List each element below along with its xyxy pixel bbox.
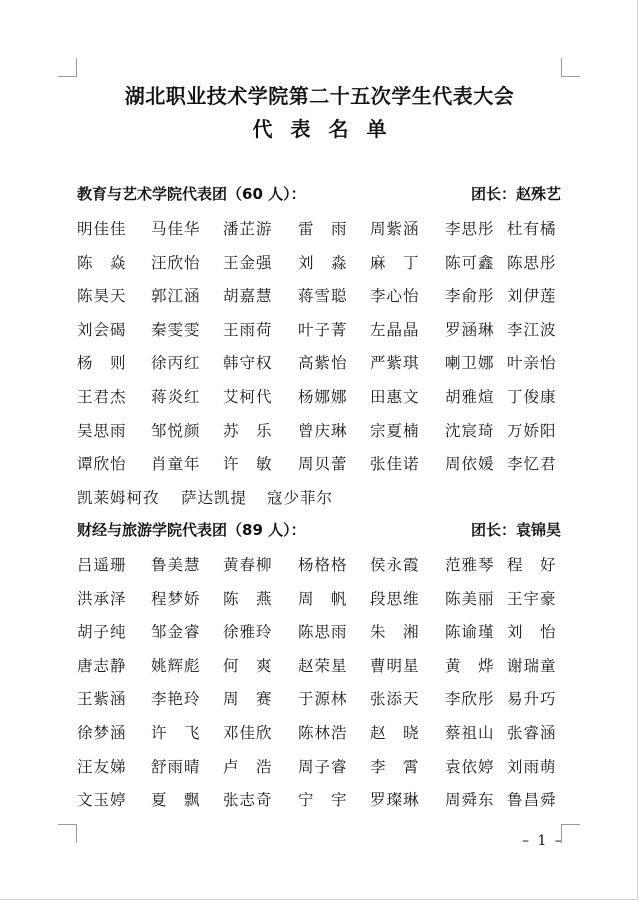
delegate-name: 严紫琪 bbox=[370, 354, 420, 373]
delegate-name: 陈 燕 bbox=[223, 589, 273, 608]
delegation-name-list bbox=[77, 553, 561, 822]
delegate-name: 李忆君 bbox=[507, 455, 557, 474]
name-row bbox=[77, 251, 561, 285]
delegate-name: 李艳玲 bbox=[151, 690, 201, 709]
delegate-name: 王宇豪 bbox=[507, 589, 557, 608]
name-row bbox=[77, 654, 561, 688]
delegate-name: 高紫怡 bbox=[298, 354, 348, 373]
delegate-name: 宗夏楠 bbox=[370, 421, 420, 440]
delegate-name: 周紫涵 bbox=[370, 220, 420, 238]
delegate-name: 周舜东 bbox=[445, 791, 495, 810]
delegate-name: 麻 丁 bbox=[370, 253, 420, 272]
delegate-name: 范雅琴 bbox=[445, 556, 495, 574]
delegate-name: 邹悦颜 bbox=[151, 421, 201, 440]
name-row bbox=[77, 284, 561, 318]
delegate-name: 叶子菁 bbox=[298, 320, 348, 339]
delegate-name: 艾柯代 bbox=[223, 387, 273, 406]
crop-mark-top-right bbox=[561, 58, 580, 77]
delegate-name: 张睿涵 bbox=[507, 723, 557, 742]
delegate-name: 胡嘉慧 bbox=[223, 287, 273, 306]
delegate-name: 王雨荷 bbox=[223, 320, 273, 339]
delegate-name: 唐志静 bbox=[77, 656, 127, 675]
delegate-name: 田惠文 bbox=[370, 387, 420, 406]
delegate-name: 易升巧 bbox=[507, 690, 557, 709]
document-title: 湖北职业技术学院第二十五次学生代表大会 bbox=[124, 84, 515, 108]
delegate-name: 刘伊莲 bbox=[507, 287, 557, 306]
delegate-name: 洪承泽 bbox=[77, 589, 127, 608]
delegate-name: 吕遥珊 bbox=[77, 556, 127, 574]
delegate-name: 程 好 bbox=[507, 556, 557, 574]
delegate-name: 潘芷游 bbox=[223, 220, 273, 238]
delegate-name: 寇少菲尔 bbox=[267, 488, 334, 507]
name-row bbox=[77, 486, 561, 520]
delegate-name: 黄春柳 bbox=[223, 556, 273, 574]
delegate-name: 王君杰 bbox=[77, 387, 127, 406]
delegate-name: 李思彤 bbox=[445, 220, 495, 238]
delegate-name: 韩守权 bbox=[223, 354, 273, 373]
delegate-name: 谢瑞童 bbox=[507, 656, 557, 675]
delegate-name: 袁依婷 bbox=[445, 757, 495, 776]
delegate-name: 叶亲怡 bbox=[507, 354, 557, 373]
name-row bbox=[77, 620, 561, 654]
delegate-name: 陈美丽 bbox=[445, 589, 495, 608]
name-row bbox=[77, 553, 561, 587]
delegate-name: 李心怡 bbox=[370, 287, 420, 306]
name-row bbox=[77, 587, 561, 621]
delegate-name: 李欣彤 bbox=[445, 690, 495, 709]
delegation-header bbox=[77, 519, 561, 541]
delegate-name: 喇卫娜 bbox=[445, 354, 495, 373]
delegate-name: 许 敏 bbox=[223, 455, 273, 474]
delegate-name: 夏 飘 bbox=[151, 791, 201, 810]
delegate-name: 萨达凯提 bbox=[181, 488, 248, 507]
name-row bbox=[77, 721, 561, 755]
delegate-name: 沈宸琦 bbox=[445, 421, 495, 440]
delegate-name: 陈可鑫 bbox=[445, 253, 495, 272]
delegate-name: 程梦娇 bbox=[151, 589, 201, 608]
delegation-name: 财经与旅游学院代表团（89 人）： bbox=[77, 521, 306, 539]
delegate-name: 蒋炎红 bbox=[151, 387, 201, 406]
delegate-name: 王金强 bbox=[223, 253, 273, 272]
delegation-header bbox=[77, 183, 561, 205]
delegate-name: 汪欣怡 bbox=[151, 253, 201, 272]
delegate-name: 谭欣怡 bbox=[77, 455, 127, 474]
delegate-name: 赵荣星 bbox=[298, 656, 348, 675]
delegate-name: 杨娜娜 bbox=[298, 387, 348, 406]
document-subtitle: 代表名单 bbox=[252, 117, 405, 141]
delegate-name: 李俞彤 bbox=[445, 287, 495, 306]
name-row bbox=[77, 687, 561, 721]
delegate-name: 陈林浩 bbox=[298, 723, 348, 742]
delegate-name: 杨格格 bbox=[298, 556, 348, 574]
delegate-name: 曾庆琳 bbox=[298, 421, 348, 440]
name-row bbox=[77, 217, 561, 251]
delegate-name: 于源林 bbox=[298, 690, 348, 709]
delegate-name: 李 霄 bbox=[370, 757, 420, 776]
delegate-name: 周依媛 bbox=[445, 455, 495, 474]
delegate-name: 徐雅玲 bbox=[223, 623, 273, 642]
name-row bbox=[77, 419, 561, 453]
name-row bbox=[77, 385, 561, 419]
delegate-name: 鲁美慧 bbox=[151, 556, 201, 574]
delegate-name: 胡子纯 bbox=[77, 623, 127, 642]
delegate-name: 周子睿 bbox=[298, 757, 348, 776]
delegate-name: 刘 怡 bbox=[507, 623, 557, 642]
delegate-name: 吴思雨 bbox=[77, 421, 127, 440]
crop-mark-top-left bbox=[58, 58, 77, 77]
delegate-name: 许 飞 bbox=[151, 723, 201, 742]
delegate-name: 何 爽 bbox=[223, 656, 273, 675]
delegate-name: 周 帆 bbox=[298, 589, 348, 608]
delegate-name: 舒雨晴 bbox=[151, 757, 201, 776]
delegate-name: 明佳佳 bbox=[77, 220, 127, 238]
delegation-name-list bbox=[77, 217, 561, 519]
delegate-name: 秦雯雯 bbox=[151, 320, 201, 339]
delegate-name: 陈昊天 bbox=[77, 287, 127, 306]
delegate-name: 万娇阳 bbox=[507, 421, 557, 440]
delegate-name: 罗涵琳 bbox=[445, 320, 495, 339]
delegate-name: 杨 则 bbox=[77, 354, 127, 373]
delegate-name: 胡雅煊 bbox=[445, 387, 495, 406]
delegate-name: 段思维 bbox=[370, 589, 420, 608]
delegate-name: 陈 焱 bbox=[77, 253, 127, 272]
name-row bbox=[77, 788, 561, 822]
delegate-name: 陈思彤 bbox=[507, 253, 557, 272]
delegate-name: 张佳诺 bbox=[370, 455, 420, 474]
name-row bbox=[77, 318, 561, 352]
delegate-name: 张志奇 bbox=[223, 791, 273, 810]
delegate-name: 郭江涵 bbox=[151, 287, 201, 306]
delegate-name: 蒋雪聪 bbox=[298, 287, 348, 306]
delegate-name: 赵 晓 bbox=[370, 723, 420, 742]
delegate-name: 李江波 bbox=[507, 320, 557, 339]
delegate-name: 黄 烨 bbox=[445, 656, 495, 675]
delegate-name: 张添天 bbox=[370, 690, 420, 709]
crop-mark-bottom-left bbox=[58, 824, 77, 843]
delegate-name: 曹明星 bbox=[370, 656, 420, 675]
delegate-name: 汪友娣 bbox=[77, 757, 127, 776]
name-row bbox=[77, 755, 561, 789]
delegate-name: 丁俊康 bbox=[507, 387, 557, 406]
delegation-leader: 团长：赵殊艺 bbox=[470, 185, 561, 203]
delegate-name: 鲁昌舜 bbox=[507, 791, 557, 810]
delegate-name: 宁 宇 bbox=[298, 791, 348, 810]
name-row bbox=[77, 351, 561, 385]
delegate-name: 刘会碣 bbox=[77, 320, 127, 339]
delegate-name: 陈思雨 bbox=[298, 623, 348, 642]
delegate-name: 卢 浩 bbox=[223, 757, 273, 776]
delegate-name: 朱 湘 bbox=[370, 623, 420, 642]
delegate-name: 马佳华 bbox=[151, 220, 201, 238]
delegate-name: 杜有橘 bbox=[507, 220, 557, 238]
delegate-name: 罗璨琳 bbox=[370, 791, 420, 810]
delegate-name: 周贝蕾 bbox=[298, 455, 348, 474]
delegate-name: 苏 乐 bbox=[223, 421, 273, 440]
delegate-name: 文玉婷 bbox=[77, 791, 127, 810]
delegate-name: 姚辉彪 bbox=[151, 656, 201, 675]
delegate-name: 邓佳欣 bbox=[223, 723, 273, 742]
delegate-name: 肖童年 bbox=[151, 455, 201, 474]
delegate-name: 徐梦涵 bbox=[77, 723, 127, 742]
delegation-name: 教育与艺术学院代表团（60 人）： bbox=[77, 185, 306, 203]
delegate-name: 凯莱姆柯孜 bbox=[77, 488, 160, 507]
crop-mark-bottom-right bbox=[561, 824, 580, 843]
delegate-name: 刘雨萌 bbox=[507, 757, 557, 776]
delegate-name: 刘 淼 bbox=[298, 253, 348, 272]
delegate-name: 侯永霞 bbox=[370, 556, 420, 574]
delegation-leader: 团长：袁锦昊 bbox=[470, 521, 561, 539]
delegate-name: 邹金睿 bbox=[151, 623, 201, 642]
delegate-name: 雷 雨 bbox=[298, 220, 348, 238]
delegate-name: 周 赛 bbox=[223, 690, 273, 709]
delegate-name: 蔡祖山 bbox=[445, 723, 495, 742]
delegate-name: 陈谕瑾 bbox=[445, 623, 495, 642]
delegate-name: 左晶晶 bbox=[370, 320, 420, 339]
name-row bbox=[77, 452, 561, 486]
delegate-name: 王紫涵 bbox=[77, 690, 127, 709]
delegate-name: 徐丙红 bbox=[151, 354, 201, 373]
page-number: – 1 – bbox=[522, 833, 564, 849]
